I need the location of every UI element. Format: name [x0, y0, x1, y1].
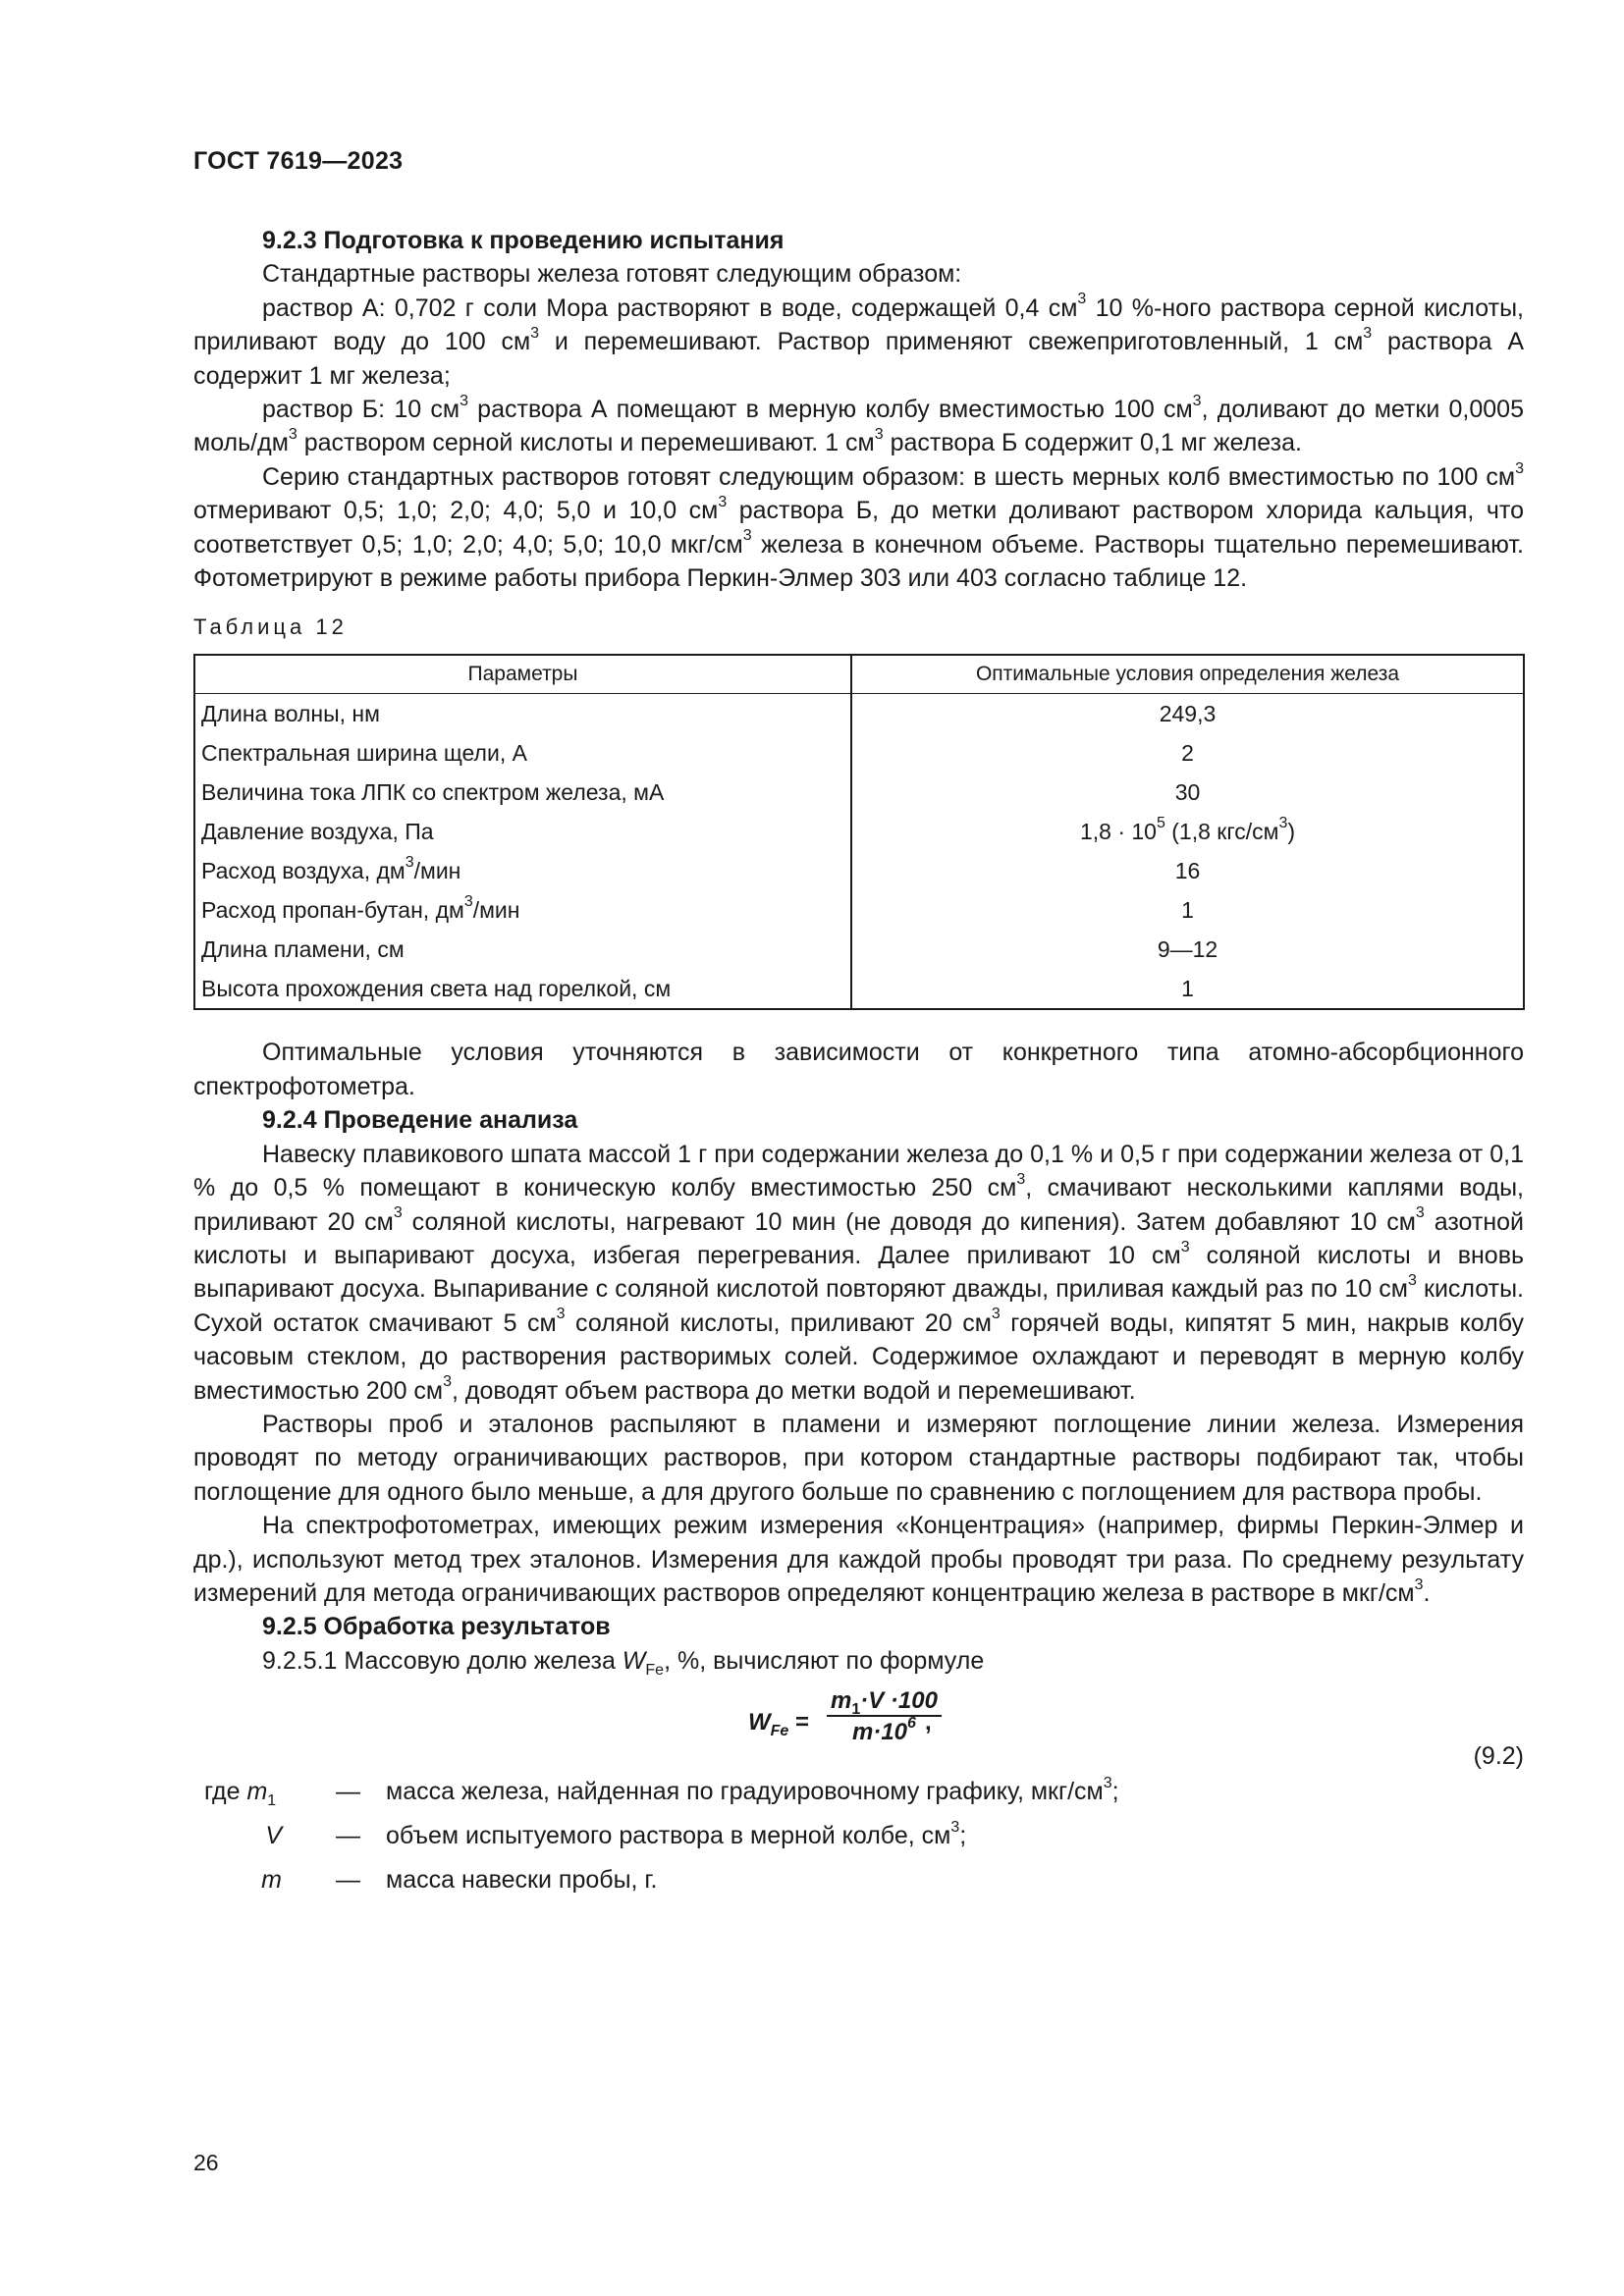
paragraph-solution-b: раствор Б: 10 $см^3$ раствора А помещают в мерную колбу вместимостью 100 $см^3$, доливают до метки 0,0005 моль/$дм^3$ раствором серной кислоты и перемешивают. 1 $см^3$ раствора Б содержит 0,1 мг железа.: [193, 392, 1524, 457]
table-cell: 9—12: [851, 930, 1524, 969]
table-caption: Таблица 12: [193, 614, 348, 640]
formula-lhs: $W_{Fe}$ =: [748, 1709, 810, 1739]
paragraph-analysis: Навеску плавикового шпата массой 1 г при содержании железа до 0,1 % и 0,5 г при содержании железа от 0,1 % до 0,5 % помещают в коническую колбу вместимостью 250 $см^3$, смачивают несколькими каплями воды, приливают 20 $см^3$ соляной кислоты, нагревают 10 мин (не доводя до кипения). Затем добавляют 10 $см^3$ азотной кислоты и выпаривают досуха, избегая перегревания. Далее приливают 10 $см^3$ соляной кислоты и вновь выпаривают досуха. Выпаривание с соляной кислотой повторяют дважды, приливая каждый раз по 10 $см^3$ кислоты. Сухой остаток смачивают 5 $см^3$ соляной кислоты, приливают 20 $см^3$ горячей воды, кипятят 5 мин, накрыв колбу часовым стеклом, до растворения растворимых солей. Содержимое охлаждают и переводят в мерную колбу вместимостью 200 $см^3$, доводят объем раствора до метки водой и перемешивают.: [193, 1140, 1525, 1405]
page-number: 26: [193, 2150, 219, 2175]
table-cell: 249,3: [851, 694, 1524, 734]
definition-row: V — объем испытуемого раствора в мерной колбе, $см^3$;: [265, 1818, 967, 1850]
table-cell: Давление воздуха, Па: [194, 812, 851, 851]
section-9-2-4-title: 9.2.4 Проведение анализа: [262, 1106, 578, 1135]
paragraph-standard-series: Серию стандартных растворов готовят следующим образом: в шесть мерных колб вместимостью по 100 $см^3$ отмеривают 0,5; 1,0; 2,0; 4,0; 5,0 и 10,0 $см^3$ раствора Б, до метки доливают раствором хлорида кальция, что соответствует 0,5; 1,0; 2,0; 4,0; 5,0; 10,0 мкг/$см^3$ железа в конечном объеме. Растворы тщательно перемешивают. Фотометрируют в режиме работы прибора Перкин-Элмер 303 или 403 согласно таблице 12.: [193, 459, 1524, 593]
table-cell: Расход воздуха, $дм^3$/мин: [194, 851, 851, 890]
table-cell: Длина пламени, см: [194, 930, 851, 969]
table-header-cell: Оптимальные условия определения железа: [851, 655, 1524, 694]
table-cell: Высота прохождения света над горелкой, см: [194, 969, 851, 1009]
table-cell: 2: [851, 733, 1524, 773]
table-cell: Длина волны, нм: [194, 694, 851, 734]
paragraph-solution-a: раствор А: 0,702 г соли Мора растворяют в воде, содержащей 0,4 $см^3$ 10 %-ного раствора серной кислоты, приливают воду до 100 $см^3$ и перемешивают. Раствор применяют свежеприготовленный, 1 $см^3$ раствора А содержит 1 мг железа;: [193, 291, 1524, 390]
table-cell: Спектральная ширина щели, А: [194, 733, 851, 773]
section-9-2-5-title: 9.2.5 Обработка результатов: [262, 1613, 611, 1641]
table-cell: 30: [851, 773, 1524, 812]
table-row: [194, 812, 1524, 851]
table-cell: 1: [851, 890, 1524, 930]
table-cell: Расход пропан-бутан, $дм^3$/мин: [194, 890, 851, 930]
page-content: [193, 224, 1524, 1906]
paragraph: Растворы проб и эталонов распыляют в пламени и измеряют поглощение линии железа. Измерения проводят по методу ограничивающих растворов, при котором стандартные растворы подбирают так, чтобы поглощение для одного было меньше, а для другого больше по сравнению с поглощением для раствора пробы.: [193, 1410, 1524, 1506]
paragraph: На спектрофотометрах, имеющих режим измерения «Концентрация» (например, фирмы Перкин-Элмер и др.), используют метод трех эталонов. Измерения для каждой пробы проводят три раза. По среднему результату измерений для метода ограничивающих растворов определяют концентрацию железа в растворе в мкг/$см^3$.: [193, 1512, 1524, 1607]
table-row: [194, 773, 1524, 812]
table-row: [194, 851, 1524, 890]
formula-number: (9.2): [1473, 1742, 1524, 1771]
table-cell: 1: [851, 969, 1524, 1009]
table-cell: $1,8 \cdot 10^5$ (1,8 кгс/$см^3$): [851, 812, 1524, 851]
table-row: [194, 969, 1524, 1009]
formula-denominator: $m\cdot 10^6$: [852, 1715, 916, 1746]
table-header-row: [194, 655, 1524, 694]
paragraph: Оптимальные условия уточняются в зависимости от конкретного типа атомно-абсорбционного спектрофотометра.: [193, 1039, 1524, 1100]
section-9-2-3-title: 9.2.3 Подготовка к проведению испытания: [262, 227, 785, 254]
formula-9-2: $W_{Fe}$ = $\frac{m_1\cdot V \cdot 100}{m\cdot 10^6}$ , (9.2): [748, 1687, 1524, 1771]
table-row: [194, 694, 1524, 734]
table-row: [194, 890, 1524, 930]
table-row: [194, 930, 1524, 969]
formula-numerator: $m_1\cdot V \cdot 100$: [827, 1687, 942, 1717]
document-header: ГОСТ 7619—2023: [193, 147, 404, 175]
paragraph: 9.2.5.1 Массовую долю железа $W_{Fe}$, %, вычисляют по формуле: [262, 1646, 985, 1679]
table-row: [194, 733, 1524, 773]
paragraph: Стандартные растворы железа готовят следующим образом:: [262, 260, 962, 289]
definition-row: где $m_1$ — масса железа, найденная по градуировочному графику, мкг/$см^3$;: [204, 1774, 1119, 1810]
formula-definitions: [193, 1774, 1524, 1906]
table-header-cell: Параметры: [194, 655, 851, 694]
definition-row: m — масса навески пробы, г.: [261, 1866, 658, 1895]
where-label: где $m_1$: [204, 1778, 277, 1810]
parameters-table: [193, 654, 1525, 1010]
table-cell: Величина тока ЛПК со спектром железа, мА: [194, 773, 851, 812]
table-cell: 16: [851, 851, 1524, 890]
